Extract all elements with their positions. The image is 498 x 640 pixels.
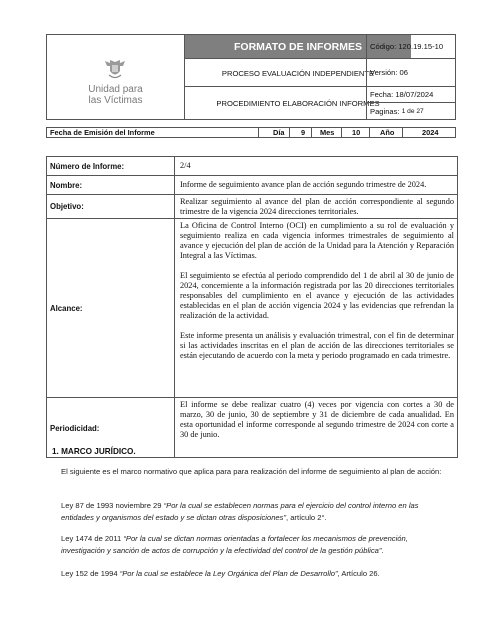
header-right bbox=[366, 35, 456, 119]
emission-date-row bbox=[46, 127, 456, 138]
document-pages bbox=[366, 102, 455, 119]
scope-label: Alcance: bbox=[47, 219, 175, 397]
pages-value: 1 de 27 bbox=[401, 107, 424, 115]
law2-tail: . bbox=[381, 545, 384, 555]
document-version: Versión: 06 bbox=[366, 58, 455, 86]
law2-title: “Por la cual se dictan normas orientadas a fortalecer los mecanismos de prevención, investigación y sanción de actos de corrupción y la efectividad del control de la gestión pública” bbox=[61, 534, 408, 555]
section-heading: 1. MARCO JURÍDICO. bbox=[52, 447, 136, 456]
document-header bbox=[46, 34, 456, 120]
day-label: Día bbox=[273, 128, 285, 137]
scope-paragraph-2: El seguimiento se efectúa al periodo comprendido del 1 de abril al 30 de junio de 2024, concemiente a la información registrada por las 20 direcciones territoriales responsables del cumplimiento en el avance y ejecución de las actividades establecidas en el plan de acción vigencia 2024 y las evidencias que refrendan la realización de la actividad. bbox=[180, 271, 454, 320]
law-item-2 bbox=[61, 533, 453, 556]
law3-ref: Ley 152 de 1994 bbox=[61, 569, 120, 578]
law3-title: “Por la cual se establece la Ley Orgánica del Plan de Desarrollo” bbox=[119, 569, 338, 578]
law3-tail: , Artículo 26. bbox=[337, 569, 380, 578]
number-value: 2/4 bbox=[180, 161, 191, 170]
document-code: Código: 120.19.15-10 bbox=[366, 34, 455, 58]
month-value: 10 bbox=[352, 128, 361, 137]
objective-label: Objetivo: bbox=[47, 195, 175, 218]
procedure-name: PROCEDIMIENTO ELABORACIÓN INFORMES bbox=[185, 86, 411, 120]
pages-label: Paginas: bbox=[370, 106, 400, 116]
scope-value bbox=[176, 219, 458, 397]
law-item-3 bbox=[61, 568, 453, 580]
emission-label: Fecha de Emisión del Informe bbox=[50, 128, 155, 137]
coat-of-arms-icon bbox=[102, 57, 128, 81]
document-title: FORMATO DE INFORMES bbox=[185, 35, 411, 58]
law1-ref: Ley 87 de 1993 noviembre 29 bbox=[61, 501, 164, 510]
year-label: Año bbox=[380, 128, 395, 137]
law2-ref: Ley 1474 de 2011 bbox=[61, 534, 124, 543]
law-item-1 bbox=[61, 500, 453, 523]
objective-value: Realizar seguimiento al avance del plan de acción correspondiente al segundo trimestre de la vigencia 2024 direcciones territoriales. bbox=[180, 197, 454, 216]
report-info-table bbox=[46, 156, 458, 458]
day-value: 9 bbox=[301, 128, 306, 137]
name-label: Nombre: bbox=[47, 176, 175, 194]
section-intro: El siguiente es el marco normativo que aplica para para realización del informe de seguimiento al plan de acción: bbox=[61, 467, 442, 476]
number-label: Número de Informe: bbox=[47, 157, 175, 175]
name-value: Informe de seguimiento avance plan de acción segundo trimestre de 2024. bbox=[180, 180, 427, 189]
month-label: Mes bbox=[320, 128, 335, 137]
periodicity-value: El informe se debe realizar cuatro (4) veces por vigencia con cortes a 30 de marzo, 30 de junio, 30 de septiembre y 31 de diciembre de cada anualidad. En esta oportunidad el informe corresponde al segundo trimestre de 2024 con corte a 30 de junio. bbox=[180, 400, 454, 439]
scope-paragraph-3: Este informe presenta un análisis y evaluación trimestral, con el fin de determinar si las actividades inscritas en el plan de acción de las direcciones territoriales se están ejecutando de acuerdo con la meta y periodo programado en cada trimestre. bbox=[180, 331, 454, 360]
periodicity-label: Periodicidad: bbox=[47, 398, 175, 458]
scope-paragraph-1: La Oficina de Control Interno (OCI) en cumplimiento a su rol de evaluación y seguimiento realiza en cada vigencia informes trimestrales de seguimiento al avance y ejecución del plan de acción de la Unidad para la Atención y Reparación Integral a las Víctimas. bbox=[180, 221, 454, 260]
document-date: Fecha: 18/07/2024 bbox=[366, 86, 455, 102]
year-value: 2024 bbox=[422, 128, 439, 137]
logo-text-line2: las Víctimas bbox=[88, 95, 143, 106]
law1-title: “Por la cual se establecen normas para el ejercicio del control interno en las entidades y organismos del estado y se dictan otras disposiciones” bbox=[61, 501, 419, 522]
law1-tail: , artículo 2°. bbox=[285, 512, 327, 522]
process-name: PROCESO EVALUACIÓN INDEPENDIENTE bbox=[185, 58, 411, 87]
logo-cell bbox=[47, 35, 185, 119]
logo-text-line1: Unidad para bbox=[88, 84, 143, 95]
